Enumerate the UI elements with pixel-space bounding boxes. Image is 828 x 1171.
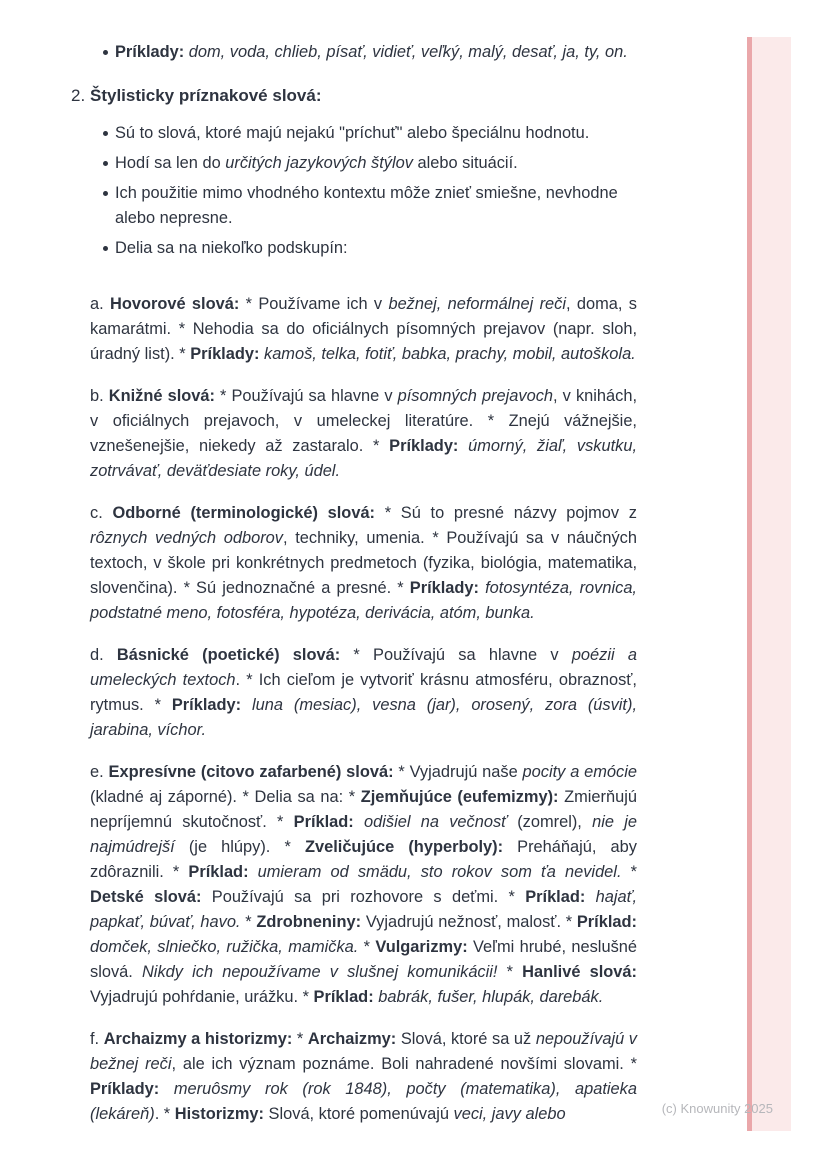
section-title: Štylisticky príznakové slová: <box>90 86 322 105</box>
accent-stripe <box>747 37 791 1131</box>
section-number: 2. <box>71 86 86 105</box>
copyright-watermark: (c) Knowunity 2025 <box>661 1101 773 1116</box>
list-item-text: Príklady: dom, voda, chlieb, písať, vidieť, veľký, malý, desať, ja, ty, on. <box>115 43 628 61</box>
bullet-dot-icon <box>103 131 108 136</box>
list-item-text: Ich použitie mimo vhodného kontextu môže znieť smiešne, nevhodne alebo nepresne. <box>115 184 618 227</box>
paragraph-basnicke-slova: d. Básnické (poetické) slová: * Používajú sa hlavne v poézii a umeleckých textoch. * Ich cieľom je vytvoriť krásnu atmosféru, obraznosť, rytmus. * Príklady: luna (mesiac), vesna (jar), orosený, zora (úsvit), jarabina, víchor. <box>90 646 638 739</box>
paragraph-expresivne-slova: e. Expresívne (citovo zafarbené) slová: * Vyjadrujú naše pocity a emócie (kladné aj záporné). * Delia sa na: * Zjemňujúce (eufemizmy): Zmierňujú nepríjemnú skutočnosť. * Príklad: odišiel na večnosť (zomrel), nie je najmúdrejší (je hlúpy). * Zveličujúce (hyperboly): Preháňajú, aby zdôraznili. * Príklad: umieram od smädu, sto rokov som ťa nevidel. * Detské slová: Používajú sa pri rozhovore s deťmi. * Príklad: hajať, papkať, búvať, havo. * Zdrobneniny: Vyjadrujú nežnosť, malosť. * Príklad: domček, slniečko, ružička, mamička. * Vulgarizmy: Veľmi hrubé, neslušné slová. Nikdy ich nepoužívame v slušnej komunikácii! * Hanlivé slová: Vyjadrujú pohŕdanie, urážku. * Príklad: babrák, fušer, hlupák, darebák. <box>90 763 638 1006</box>
document-content <box>71 40 638 1127</box>
list-item <box>90 236 637 261</box>
bullet-dot-icon <box>103 191 108 196</box>
sub-bullet-list <box>90 121 637 261</box>
paragraph-hovorove-slova: a. Hovorové slová: * Používame ich v bežnej, neformálnej reči, doma, s kamarátmi. * Nehodia sa do oficiálnych písomných prejavov (napr. sloh, úradný list). * Príklady: kamoš, telka, fotiť, babka, prachy, mobil, autoškola. <box>90 295 637 363</box>
bullet-dot-icon <box>103 50 108 55</box>
paragraph-odborne-slova: c. Odborné (terminologické) slová: * Sú to presné názvy pojmov z rôznych vedných odborov, techniky, umenia. * Používajú sa v náučných textoch, v škole pri konkrétnych predmetoch (fyzika, biológia, matematika, slovenčina). * Sú jednoznačné a presné. * Príklady: fotosyntéza, rovnica, podstatné meno, fotosféra, hypotéza, derivácia, atóm, bunka. <box>90 504 637 622</box>
bullet-dot-icon <box>103 161 108 166</box>
bullet-dot-icon <box>103 246 108 251</box>
list-item-text: Sú to slová, ktoré majú nejakú "príchuť" alebo špeciálnu hodnotu. <box>115 124 590 142</box>
list-item-text: Hodí sa len do určitých jazykových štýlov alebo situácií. <box>115 154 518 172</box>
list-item <box>90 121 637 146</box>
section-heading <box>71 83 637 108</box>
list-item <box>90 181 637 231</box>
list-item-text: Delia sa na niekoľko podskupín: <box>115 239 348 257</box>
paragraph-knizne-slova: b. Knižné slová: * Používajú sa hlavne v písomných prejavoch, v knihách, v oficiálnych prejavoch, v umeleckej literatúre. * Znejú vážnejšie, vznešenejšie, niekedy až zastaralo. * Príklady: úmorný, žiaľ, vskutku, zotrvávať, deväťdesiate roky, údel. <box>90 387 638 480</box>
paragraph-archaizmy-historizmy: f. Archaizmy a historizmy: * Archaizmy: Slová, ktoré sa už nepoužívajú v bežnej reči, ale ich význam poznáme. Boli nahradené novšími slovami. * Príklady: meruôsmy rok (rok 1848), počty (matematika), apatieka (lekáreň). * Historizmy: Slová, ktoré pomenúvajú veci, javy alebo <box>90 1030 638 1123</box>
intro-bullet-list <box>90 40 637 65</box>
list-item <box>90 151 637 176</box>
list-item <box>90 40 637 65</box>
